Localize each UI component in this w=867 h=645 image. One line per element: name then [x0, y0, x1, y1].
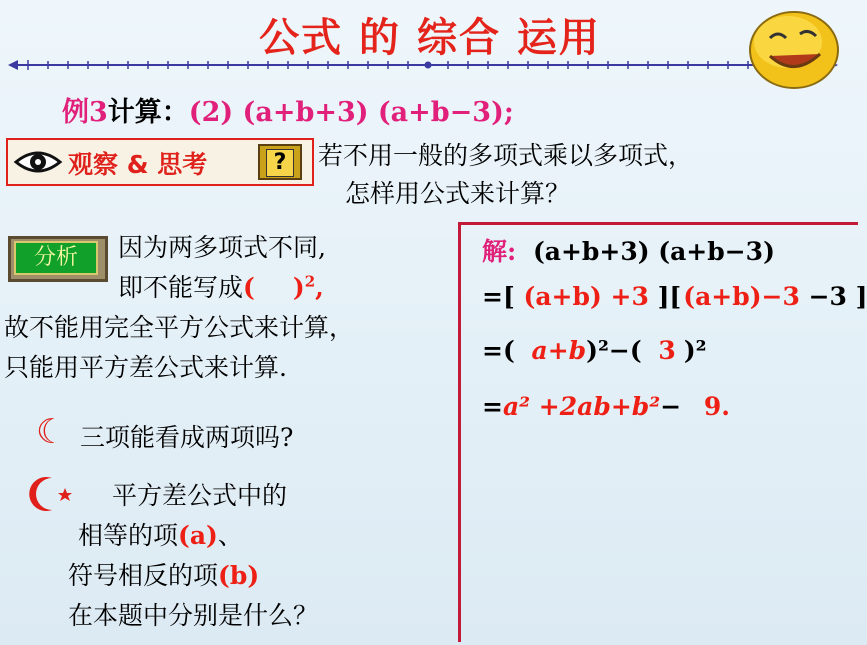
hint-line: 三项能看成两项吗?: [80, 423, 294, 452]
solution-expression: (a+b+3) (a+b−3): [532, 237, 775, 266]
hint2-line-4: 在本题中分别是什么？: [68, 601, 319, 630]
question-icon: ?: [258, 144, 302, 180]
question-line-2: 怎样用公式来计算？: [345, 179, 571, 208]
example-instruction: 计算：: [107, 97, 189, 128]
solution-step-3: =a² +2ab+b²− 9.: [482, 392, 730, 421]
analysis-line-2: 即不能写成( )$^2$,: [118, 272, 324, 302]
analysis-badge: 分析: [14, 241, 98, 275]
solution-header: [482, 232, 775, 268]
example-part: (2): [188, 97, 234, 128]
solution-label: 解:: [482, 237, 517, 266]
hint2-line-3: 符号相反的项(b): [68, 561, 260, 590]
question-line-1: 若不用一般的多项式乘以多项式，: [318, 141, 694, 170]
example-line: [62, 90, 514, 129]
hint2-line-2: 相等的项(a)、: [78, 521, 243, 550]
eye-icon: [14, 147, 62, 177]
smiley-face-icon: [742, 4, 842, 90]
ruler-divider: [8, 58, 838, 72]
analysis-line-4: 只能用平方差公式来计算.: [4, 353, 287, 382]
crescent-star-icon: [32, 474, 76, 514]
hint2-line-1: 平方差公式中的: [112, 481, 288, 510]
page-title: 公式 的 综合 运用: [259, 15, 601, 61]
solution-step-2: =( a+b)²−( 3 )²: [482, 336, 707, 365]
solution-step-1: =[ (a+b) +3 ][(a+b)−3 −3 ]: [482, 282, 867, 311]
observe-label: 观察 & 思考: [68, 150, 208, 179]
analysis-line-1: 因为两多项式不同,: [118, 233, 326, 262]
example-label: 例3: [62, 97, 108, 128]
example-expression: (a+b+3) (a+b−3);: [242, 97, 514, 128]
analysis-line-3: 故不能用完全平方公式来计算，: [4, 313, 355, 342]
moon-icon: ☾: [36, 412, 67, 452]
